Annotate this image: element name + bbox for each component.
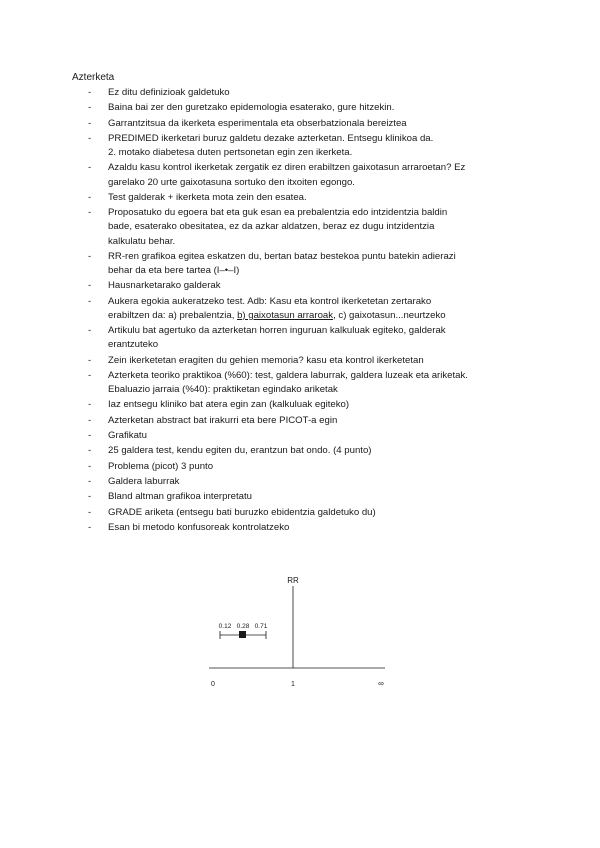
ci-upper-label: 0.71 [254, 623, 268, 630]
list-item-text: Esan bi metodo konfusoreak kontrolatzeko [108, 521, 290, 533]
bullet-dash: - [88, 87, 92, 98]
list-item [88, 414, 528, 428]
rr-forest-plot [195, 570, 415, 700]
bullet-dash: - [88, 506, 92, 518]
list-item-text: Iaz entsegu kliniko bat atera egin zan (kalkuluak egiteko) [108, 399, 350, 411]
axis-label-one: 1 [291, 681, 295, 688]
list-item-text: Azterketan abstract bat irakurri eta bere PICOT-a egin [108, 414, 338, 426]
list-item [88, 324, 528, 352]
list-item-text: Aukera egokia aukeratzeko test. Adb: Kasu eta kontrol ikerketetan zertarako [108, 295, 432, 307]
list-item-text: PREDIMED ikerketari buruz galdetu dezake azterketan. Entsegu klinikoa da. [108, 132, 434, 144]
axis-label-infinity: ∞ [378, 679, 384, 688]
list-item-text: Ebaluazio jarraia (%40): praktiketan egindako ariketak [108, 384, 338, 396]
list-item-text: erantzuteko [108, 339, 159, 351]
estimate-label: 0.28 [236, 623, 250, 630]
list-item [88, 117, 528, 131]
list-item-text: bade, esaterako obesitatea, ez da azkar aldatzen, beraz ez dugu intzidentzia [108, 221, 435, 233]
bullet-dash: - [88, 460, 92, 472]
list-item-text: Baina bai zer den guretzako epidemologia esaterako, gure hitzekin. [108, 102, 395, 114]
list-item [88, 398, 528, 412]
bullet-dash: - [88, 414, 92, 426]
bullet-dash: - [88, 475, 92, 487]
ci-lower-label: 0.12 [218, 623, 232, 630]
list-item [88, 279, 528, 293]
underlined-fragment: b) gaixotasun arraroak [237, 309, 334, 321]
list-item [88, 369, 528, 397]
list-item-text: Ez ditu definizioak galdetuko [108, 87, 230, 98]
list-item-text: garelako 20 urte gaixotasuna sortuko den itxoiten egongo. [108, 176, 355, 188]
bullet-dash: - [88, 295, 92, 307]
list-item-text: Problema (picot) 3 punto [108, 460, 214, 472]
list-item [88, 354, 528, 368]
list-item-text: Azterketa teoriko praktikoa (%60): test, galdera laburrak, galdera luzeak eta ariketak. [108, 369, 468, 381]
list-item [88, 161, 528, 189]
list-item [88, 206, 528, 249]
list-item [88, 86, 528, 100]
bullet-list [88, 86, 528, 536]
list-item-text: 25 galdera test, kendu egiten du, erantzun bat ondo. (4 punto) [108, 445, 372, 457]
bullet-dash: - [88, 325, 92, 337]
bullet-dash: - [88, 354, 92, 366]
text-fragment: , c) gaixotasun...neurtzeko [333, 309, 446, 321]
bullet-dash: - [88, 117, 92, 129]
bullet-dash: - [88, 207, 92, 219]
bullet-dash: - [88, 399, 92, 411]
axis-label-zero: 0 [211, 681, 215, 688]
list-item-text: Grafikatu [108, 430, 147, 442]
bullet-dash: - [88, 491, 92, 503]
list-item [88, 132, 528, 160]
list-item-text: Bland altman grafikoa interpretatu [108, 491, 252, 503]
list-item-text: Galdera laburrak [108, 475, 180, 487]
list-item [88, 475, 528, 489]
point-estimate-marker [239, 631, 246, 638]
list-item-text: Proposatuko du egoera bat eta guk esan ea prebalentzia edo intzidentzia baldin [108, 207, 448, 219]
list-item-text-mixed [108, 309, 528, 323]
list-item-text: behar da eta bere tartea (I–•–I) [108, 265, 240, 277]
rr-label: RR [287, 576, 299, 585]
list-item-text: Test galderak + ikerketa mota zein den esatea. [108, 191, 307, 203]
list-item [88, 506, 528, 520]
section-title: Azterketa [72, 72, 115, 83]
list-item [88, 444, 528, 458]
list-item-text: Artikulu bat agertuko da azterketan horren inguruan kalkuluak egiteko, galderak [108, 325, 446, 337]
list-item-text: RR-ren grafikoa egitea eskatzen du, bertan bataz bestekoa puntu batekin adierazi [108, 250, 456, 262]
list-item-text: kalkulatu behar. [108, 235, 176, 247]
bullet-dash: - [88, 162, 92, 174]
text-fragment: erabiltzen da: a) prebalentzia, [108, 309, 238, 321]
bullet-dash: - [88, 250, 92, 262]
bullet-dash: - [88, 430, 92, 442]
bullet-dash: - [88, 445, 92, 457]
list-item [88, 429, 528, 443]
list-item-text: Zein ikerketetan eragiten du gehien memoria? kasu eta kontrol ikerketetan [108, 354, 424, 366]
list-item [88, 460, 528, 474]
bullet-dash: - [88, 132, 92, 144]
list-item [88, 490, 528, 504]
list-item-text: 2. motako diabetesa duten pertsonetan egin zen ikerketa. [108, 147, 353, 159]
bullet-dash: - [88, 280, 92, 292]
list-item [88, 250, 528, 278]
list-item-text: Hausnarketarako galderak [108, 280, 221, 292]
bullet-dash: - [88, 102, 92, 114]
bullet-dash: - [88, 521, 92, 533]
list-item-text: GRADE ariketa (entsegu bati buruzko ebidentzia galdetuko du) [108, 506, 376, 518]
list-item-text: Garrantzitsua da ikerketa esperimentala eta obserbatzionala bereiztea [108, 117, 407, 129]
bullet-dash: - [88, 191, 92, 203]
list-item [88, 295, 528, 323]
bullet-dash: - [88, 369, 92, 381]
list-item [88, 101, 528, 115]
list-item-text: Azaldu kasu kontrol ikerketak zergatik ez diren erabiltzen gaixotasun arraroetan? Ez [108, 162, 466, 174]
list-item [88, 521, 528, 535]
list-item [88, 191, 528, 205]
